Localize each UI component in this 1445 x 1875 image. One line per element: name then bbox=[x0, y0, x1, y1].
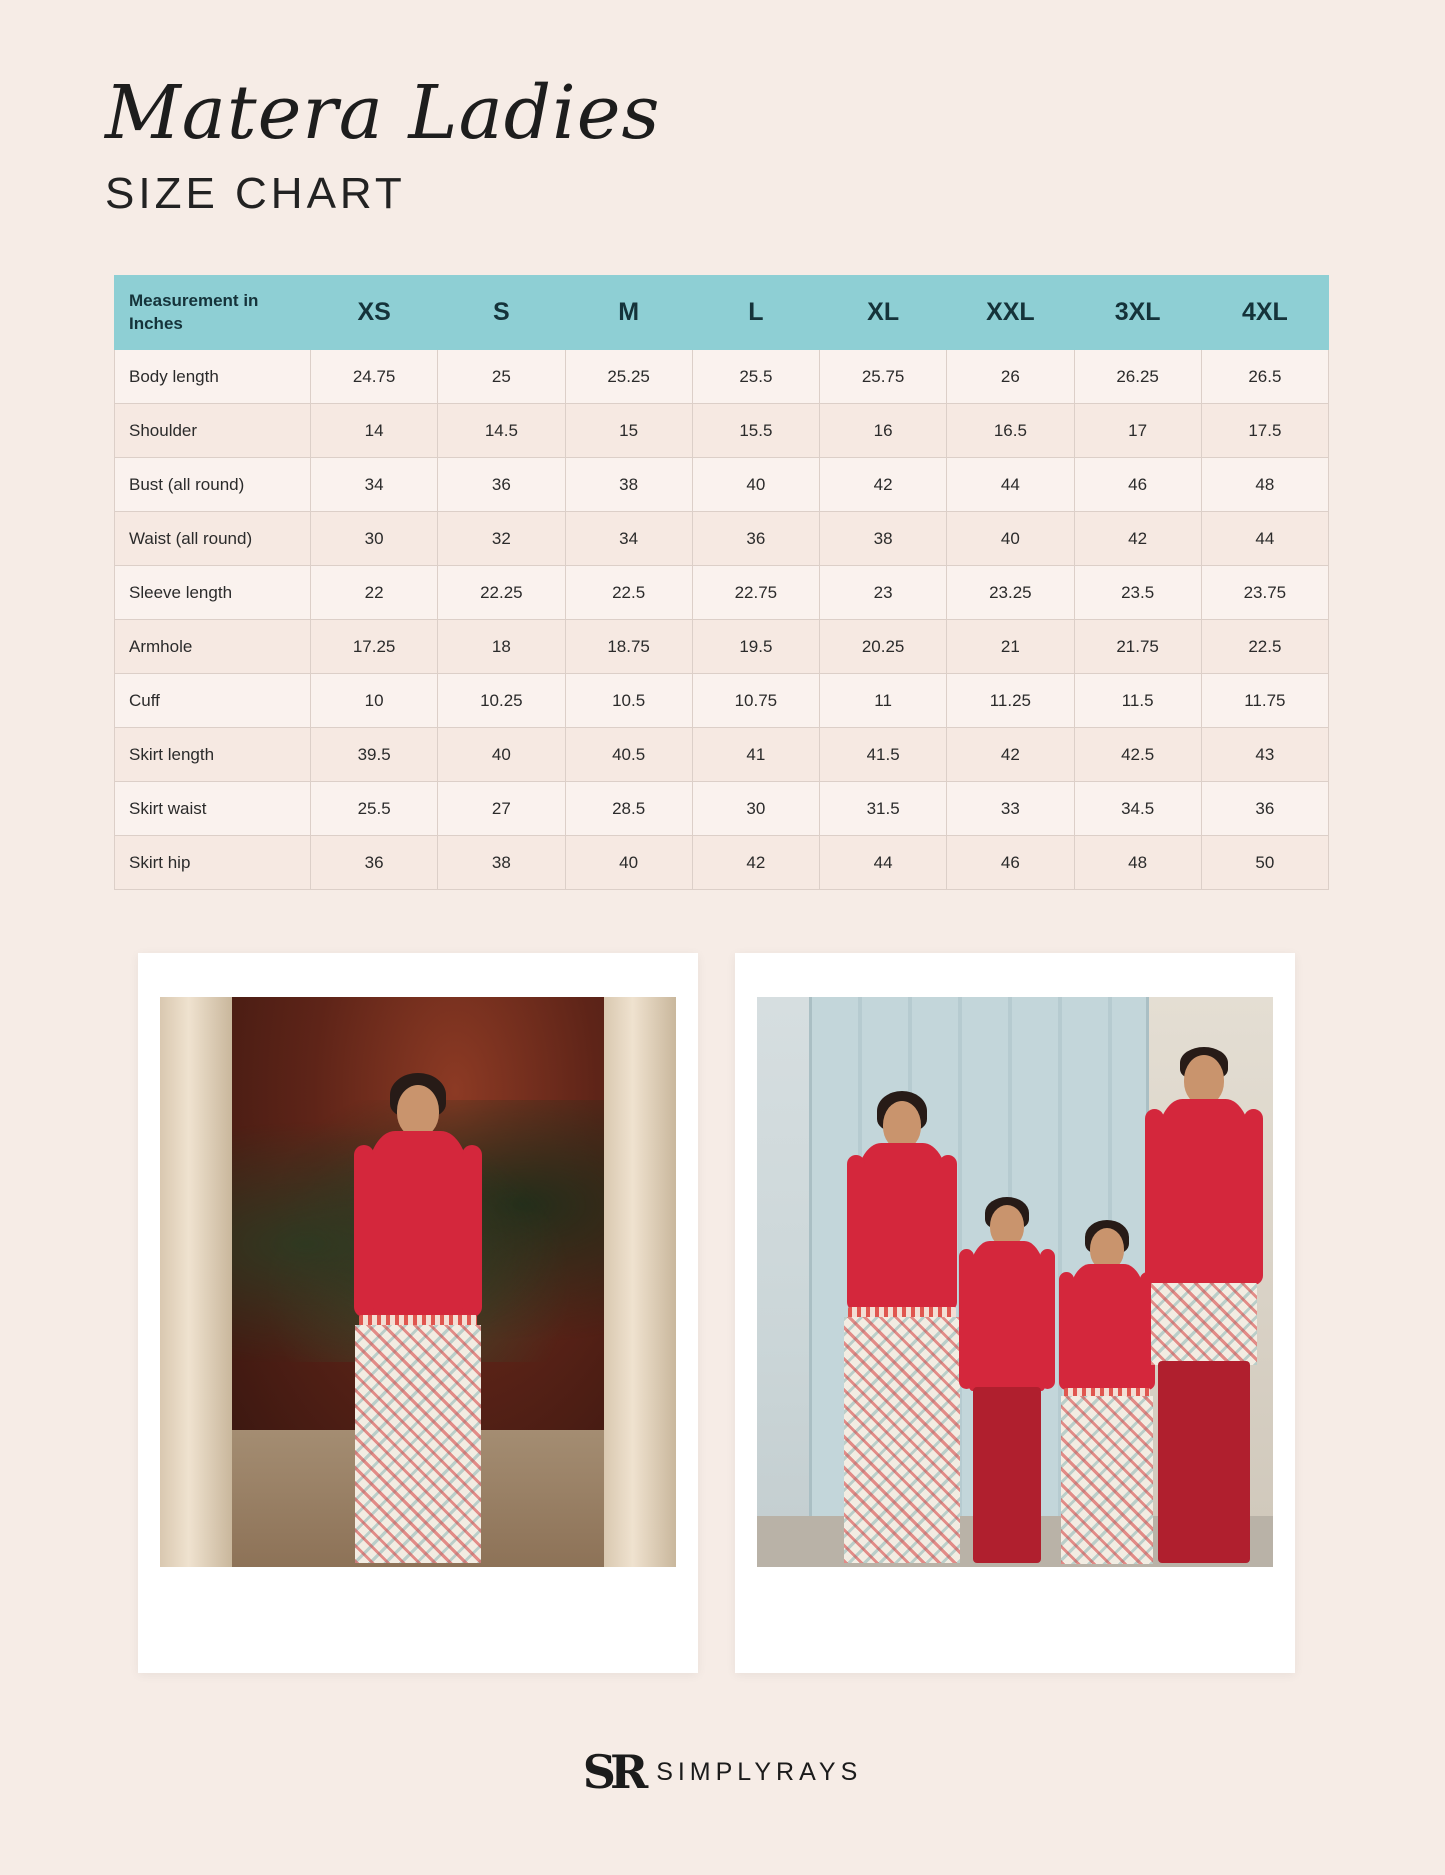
column-header-l: L bbox=[692, 276, 819, 350]
row-label: Shoulder bbox=[115, 404, 311, 458]
title-script: Matera Ladies bbox=[105, 70, 661, 156]
row-label: Sleeve length bbox=[115, 566, 311, 620]
column-header-measurement: Measurement in Inches bbox=[115, 276, 311, 350]
arm-left bbox=[1059, 1272, 1074, 1390]
cell: 24.75 bbox=[311, 350, 438, 404]
row-label: Cuff bbox=[115, 674, 311, 728]
cell: 40 bbox=[692, 458, 819, 512]
cell: 36 bbox=[692, 512, 819, 566]
photo-frame-right bbox=[735, 953, 1295, 1673]
head bbox=[883, 1101, 921, 1149]
arm-right bbox=[1244, 1109, 1263, 1285]
cell: 18 bbox=[438, 620, 565, 674]
cell: 22.5 bbox=[565, 566, 692, 620]
cell: 34.5 bbox=[1074, 782, 1201, 836]
cell: 10 bbox=[311, 674, 438, 728]
cell: 36 bbox=[1201, 782, 1328, 836]
head bbox=[1184, 1055, 1224, 1105]
column-header-3xl: 3XL bbox=[1074, 276, 1201, 350]
row-label: Skirt length bbox=[115, 728, 311, 782]
cell: 42 bbox=[1074, 512, 1201, 566]
cell: 22.75 bbox=[692, 566, 819, 620]
table-row bbox=[115, 566, 1329, 620]
patterned-sampin bbox=[1151, 1283, 1257, 1365]
simplyrays-logo-icon: SR bbox=[582, 1745, 643, 1799]
cell: 26.25 bbox=[1074, 350, 1201, 404]
cell: 42 bbox=[820, 458, 947, 512]
cell: 48 bbox=[1201, 458, 1328, 512]
page-title bbox=[105, 70, 661, 219]
table-header bbox=[115, 276, 1329, 350]
cell: 20.25 bbox=[820, 620, 947, 674]
cell: 19.5 bbox=[692, 620, 819, 674]
table-row bbox=[115, 404, 1329, 458]
cell: 14.5 bbox=[438, 404, 565, 458]
figure-woman bbox=[318, 1067, 518, 1567]
cell: 33 bbox=[947, 782, 1074, 836]
patterned-skirt bbox=[844, 1317, 960, 1563]
cell: 22.25 bbox=[438, 566, 565, 620]
row-label: Bust (all round) bbox=[115, 458, 311, 512]
brand-name: SIMPLYRAYS bbox=[656, 1757, 863, 1786]
head bbox=[397, 1085, 439, 1137]
cell: 46 bbox=[947, 836, 1074, 890]
cell: 17.25 bbox=[311, 620, 438, 674]
photo-gallery bbox=[0, 945, 1445, 1685]
cell: 10.25 bbox=[438, 674, 565, 728]
cell: 31.5 bbox=[820, 782, 947, 836]
cell: 34 bbox=[311, 458, 438, 512]
column-header-s: S bbox=[438, 276, 565, 350]
cell: 27 bbox=[438, 782, 565, 836]
cell: 38 bbox=[438, 836, 565, 890]
cell: 44 bbox=[947, 458, 1074, 512]
cell: 25.5 bbox=[311, 782, 438, 836]
cell: 50 bbox=[1201, 836, 1328, 890]
cell: 21 bbox=[947, 620, 1074, 674]
column-header-xs: XS bbox=[311, 276, 438, 350]
row-label: Armhole bbox=[115, 620, 311, 674]
cell: 23.5 bbox=[1074, 566, 1201, 620]
photo-frame-left bbox=[138, 953, 698, 1673]
column-left bbox=[160, 997, 232, 1567]
arm-left bbox=[847, 1155, 865, 1311]
cell: 39.5 bbox=[311, 728, 438, 782]
cell: 48 bbox=[1074, 836, 1201, 890]
red-blouse bbox=[855, 1143, 949, 1313]
cell: 46 bbox=[1074, 458, 1201, 512]
cell: 17.5 bbox=[1201, 404, 1328, 458]
table-row bbox=[115, 458, 1329, 512]
cell: 25 bbox=[438, 350, 565, 404]
column-header-m: M bbox=[565, 276, 692, 350]
cell: 44 bbox=[820, 836, 947, 890]
cell: 10.5 bbox=[565, 674, 692, 728]
cell: 43 bbox=[1201, 728, 1328, 782]
cell: 30 bbox=[311, 512, 438, 566]
arm-right bbox=[462, 1145, 482, 1317]
cell: 44 bbox=[1201, 512, 1328, 566]
cell: 38 bbox=[820, 512, 947, 566]
cell: 25.5 bbox=[692, 350, 819, 404]
cell: 15.5 bbox=[692, 404, 819, 458]
cell: 42.5 bbox=[1074, 728, 1201, 782]
column-header-4xl: 4XL bbox=[1201, 276, 1328, 350]
cell: 21.75 bbox=[1074, 620, 1201, 674]
red-pants bbox=[973, 1387, 1041, 1563]
row-label: Skirt waist bbox=[115, 782, 311, 836]
cell: 42 bbox=[947, 728, 1074, 782]
table-header-row bbox=[115, 276, 1329, 350]
cell: 11.75 bbox=[1201, 674, 1328, 728]
cell: 23.25 bbox=[947, 566, 1074, 620]
row-label: Body length bbox=[115, 350, 311, 404]
arm-left bbox=[354, 1145, 374, 1317]
table-row bbox=[115, 674, 1329, 728]
row-label: Waist (all round) bbox=[115, 512, 311, 566]
red-baju-melayu bbox=[1155, 1099, 1253, 1289]
patterned-skirt bbox=[355, 1325, 481, 1563]
arm-left bbox=[959, 1249, 974, 1389]
figure-father bbox=[1129, 1047, 1273, 1567]
cell: 25.75 bbox=[820, 350, 947, 404]
cell: 11.5 bbox=[1074, 674, 1201, 728]
cell: 41.5 bbox=[820, 728, 947, 782]
cell: 30 bbox=[692, 782, 819, 836]
cell: 26.5 bbox=[1201, 350, 1328, 404]
cell: 34 bbox=[565, 512, 692, 566]
red-pants bbox=[1158, 1361, 1250, 1563]
cell: 15 bbox=[565, 404, 692, 458]
table-body bbox=[115, 350, 1329, 890]
table-row bbox=[115, 728, 1329, 782]
red-blouse bbox=[366, 1131, 470, 1321]
column-header-xxl: XXL bbox=[947, 276, 1074, 350]
table-row bbox=[115, 620, 1329, 674]
cell: 41 bbox=[692, 728, 819, 782]
table-row bbox=[115, 782, 1329, 836]
cell: 40.5 bbox=[565, 728, 692, 782]
cell: 40 bbox=[947, 512, 1074, 566]
cell: 32 bbox=[438, 512, 565, 566]
cell: 17 bbox=[1074, 404, 1201, 458]
cell: 18.75 bbox=[565, 620, 692, 674]
row-label: Skirt hip bbox=[115, 836, 311, 890]
cell: 40 bbox=[565, 836, 692, 890]
title-subtitle: SIZE CHART bbox=[105, 168, 406, 218]
cell: 22 bbox=[311, 566, 438, 620]
cell: 36 bbox=[311, 836, 438, 890]
cell: 16.5 bbox=[947, 404, 1074, 458]
cell: 25.25 bbox=[565, 350, 692, 404]
cell: 38 bbox=[565, 458, 692, 512]
size-chart-table bbox=[114, 275, 1329, 890]
cell: 11 bbox=[820, 674, 947, 728]
family-in-matching-red-kurung-by-blue-door bbox=[757, 997, 1273, 1567]
column-header-xl: XL bbox=[820, 276, 947, 350]
table-row bbox=[115, 836, 1329, 890]
cell: 14 bbox=[311, 404, 438, 458]
cell: 10.75 bbox=[692, 674, 819, 728]
red-kurta bbox=[968, 1241, 1046, 1391]
arm-left bbox=[1145, 1109, 1164, 1285]
cell: 23.75 bbox=[1201, 566, 1328, 620]
cell: 23 bbox=[820, 566, 947, 620]
cell: 40 bbox=[438, 728, 565, 782]
table-row bbox=[115, 350, 1329, 404]
size-chart-table-wrapper bbox=[114, 275, 1329, 890]
cell: 42 bbox=[692, 836, 819, 890]
cell: 36 bbox=[438, 458, 565, 512]
cell: 11.25 bbox=[947, 674, 1074, 728]
cell: 22.5 bbox=[1201, 620, 1328, 674]
woman-in-red-kurung-studio-portrait bbox=[160, 997, 676, 1567]
brand-footer bbox=[0, 1745, 1445, 1799]
cell: 16 bbox=[820, 404, 947, 458]
table-row bbox=[115, 512, 1329, 566]
cell: 28.5 bbox=[565, 782, 692, 836]
column-right bbox=[604, 997, 676, 1567]
cell: 26 bbox=[947, 350, 1074, 404]
